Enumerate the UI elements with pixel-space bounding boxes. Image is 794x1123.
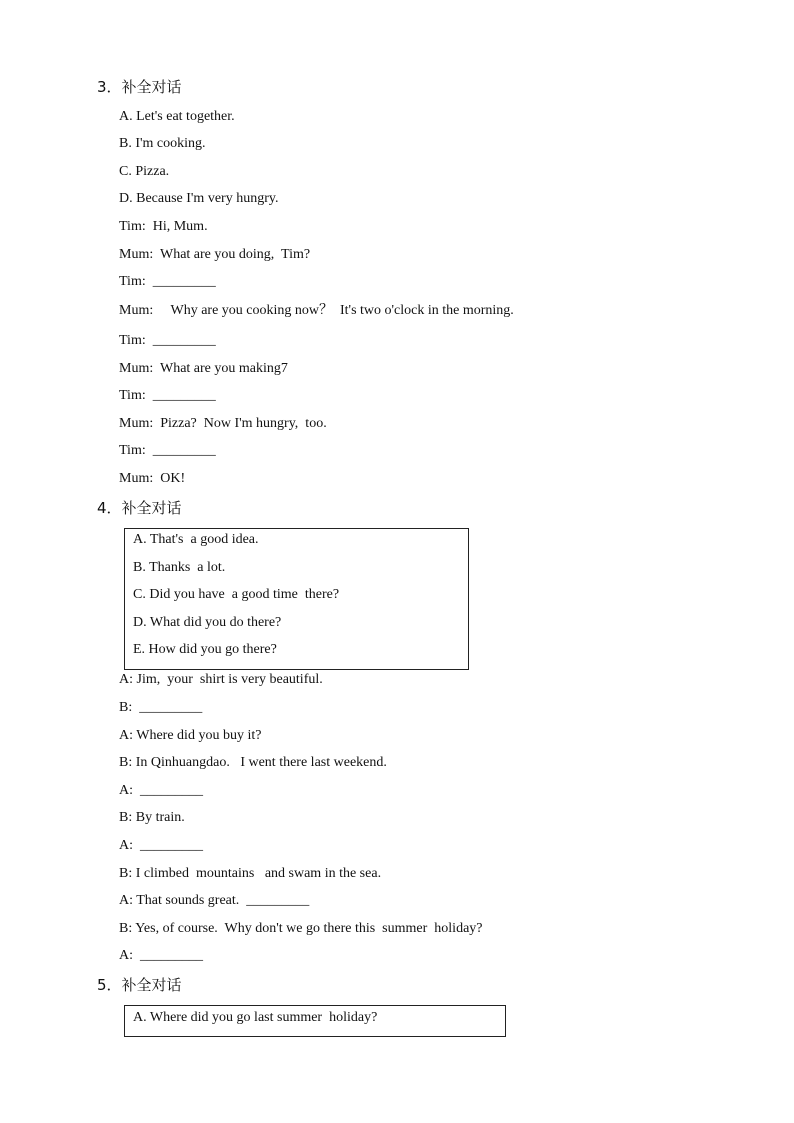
q4-dialogue-line: B: Yes, of course. Why don't we go there this summer holiday? (119, 921, 483, 936)
q3-dialogue-blank-line: Tim: _________ (119, 388, 216, 403)
q4-dialogue-line: A: Jim, your shirt is very beautiful. (119, 672, 323, 687)
q4-dialogue-line: B: In Qinhuangdao. I went there last weekend. (119, 755, 387, 770)
q3-option-b: B. I'm cooking. (119, 136, 206, 151)
q4-dialogue-line: B: By train. (119, 810, 185, 825)
q4-option-d: D. What did you do there? (133, 615, 282, 630)
q3-option-c: C. Pizza. (119, 164, 170, 179)
q5-title: 补全对话 (121, 976, 182, 994)
q3-heading (97, 77, 182, 97)
q3-dialogue-line: Tim: Hi, Mum. (119, 219, 208, 234)
q4-dialogue-blank-line: A: _________ (119, 783, 203, 798)
q3-dialogue-blank-line: Tim: _________ (119, 274, 216, 289)
q5-number: 5． (97, 976, 122, 994)
q3-title: 补全对话 (121, 78, 182, 96)
q3-dialogue-line: Mum: Pizza? Now I'm hungry, too. (119, 416, 327, 431)
q4-number: 4． (97, 499, 122, 517)
q4-dialogue-blank-line: A: That sounds great. _________ (119, 893, 310, 908)
q5-option-a: A. Where did you go last summer holiday? (133, 1010, 378, 1025)
q4-dialogue-blank-line: A: _________ (119, 948, 203, 963)
q4-dialogue-blank-line: B: _________ (119, 700, 203, 715)
q4-option-a: A. That's a good idea. (133, 532, 259, 547)
q4-dialogue-line: A: Where did you buy it? (119, 728, 262, 743)
q3-dialogue-line: Mum: Why are you cooking now？ It's two o'clock in the morning. (119, 303, 514, 318)
q3-option-a: A. Let's eat together. (119, 109, 235, 124)
q3-number: 3． (97, 78, 122, 96)
q4-dialogue-line: B: I climbed mountains and swam in the sea. (119, 866, 382, 881)
q5-heading (97, 975, 182, 995)
q3-dialogue-line: Mum: What are you doing, Tim? (119, 247, 311, 262)
q3-dialogue-blank-line: Tim: _________ (119, 443, 216, 458)
q4-option-b: B. Thanks a lot. (133, 560, 226, 575)
q3-dialogue-line: Mum: What are you making7 (119, 361, 288, 376)
q3-dialogue-line: Mum: OK! (119, 471, 186, 486)
q4-option-e: E. How did you go there? (133, 642, 277, 657)
q4-title: 补全对话 (121, 499, 182, 517)
q4-heading (97, 498, 182, 518)
q4-dialogue-blank-line: A: _________ (119, 838, 203, 853)
q3-option-d: D. Because I'm very hungry. (119, 191, 279, 206)
q4-option-c: C. Did you have a good time there? (133, 587, 340, 602)
q3-dialogue-blank-line: Tim: _________ (119, 333, 216, 348)
